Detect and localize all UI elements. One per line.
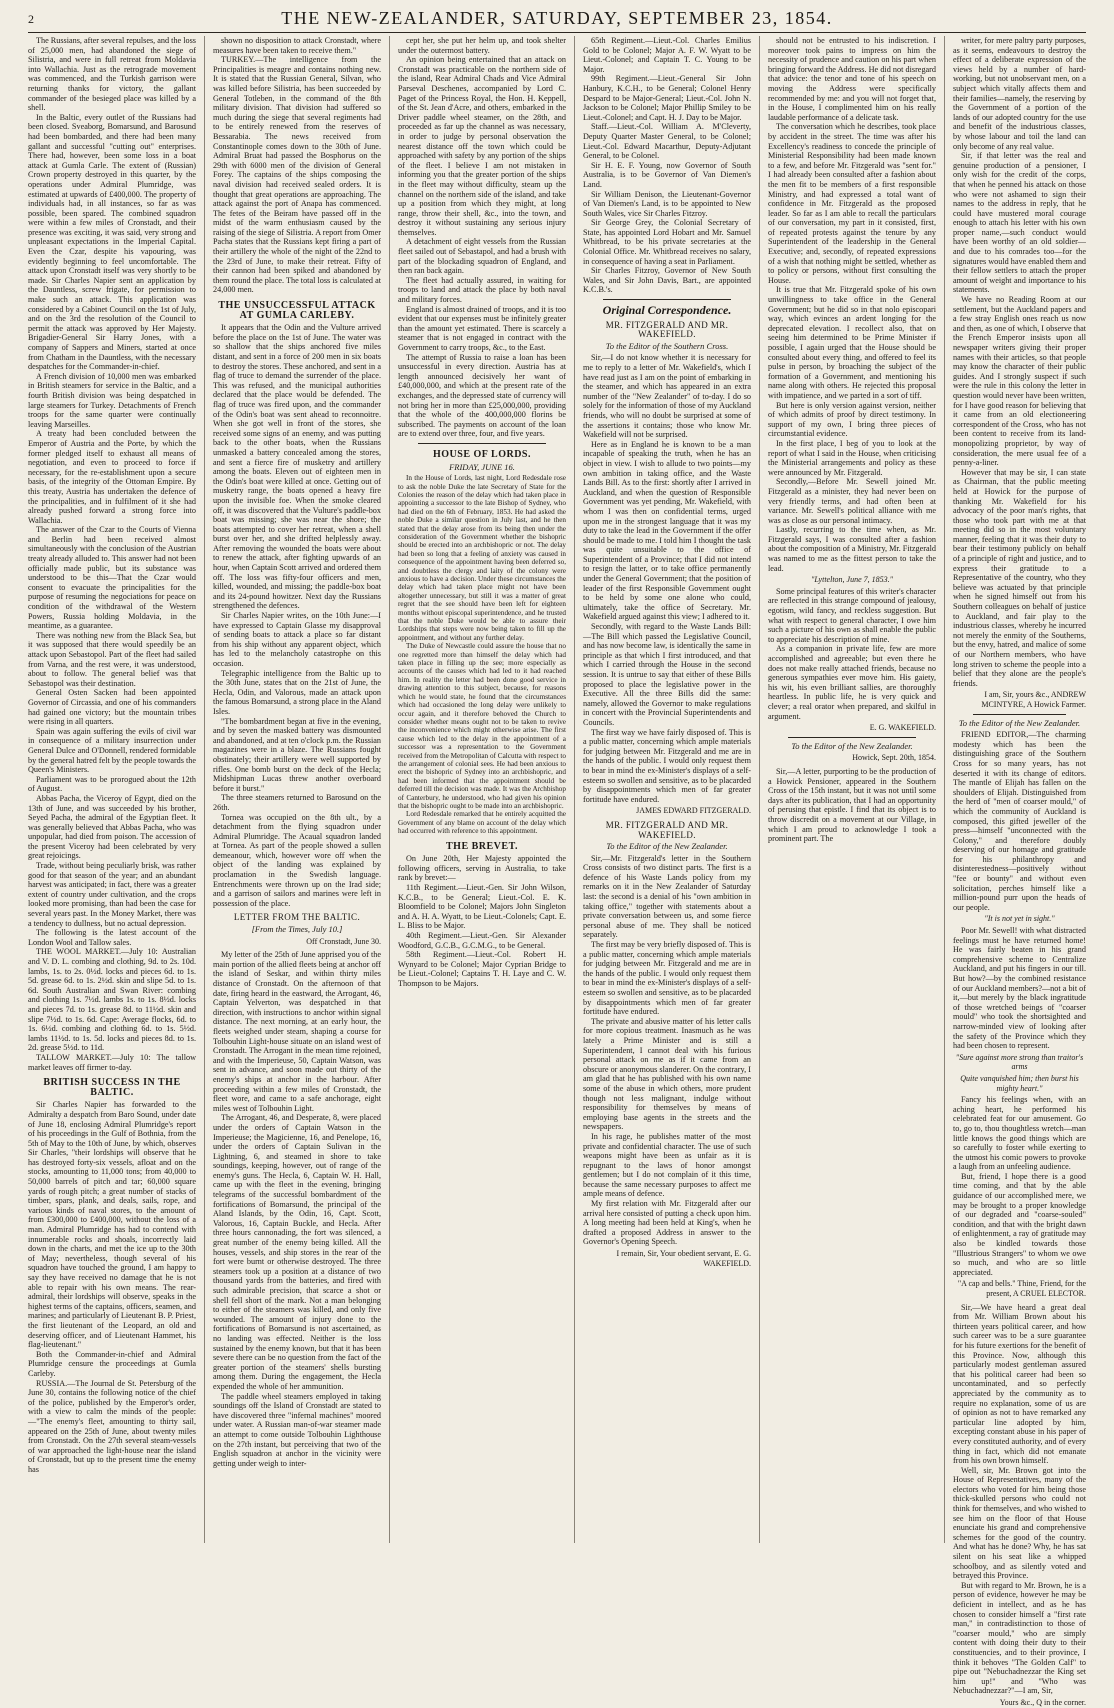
column-3 [398, 36, 566, 1543]
paragraph: As a companion in private life, few are more accomplished and agreeable; but even there he does not make really attached friends, because no generous sympathies ever move him. His gaiety, his wit, his even brilliant sallies, are thoroughly heartless. In public life, he is very quick and clever; a real orator when prepared, and skilful in argument. [768, 644, 936, 721]
paragraph: We have no Reading Room at our settlement, but the Auckland papers and a few stray English ones reach us now and then, as one of which, I observe that the French Emperor insists upon all newspaper writers giving their proper names with their articles, so that people may know the character of their public guides. And I strongly suspect if such were the rule in this colony the letter in question would never have been written, for I have good reason for believing that it came from an old electioneering correspondent of the Cross, who has not been content to receive from its land-monopolizing proprietor, by way of consideration, the mere usual fee of a penny-a-liner. [953, 295, 1086, 468]
letter-address: To the Editor of the New Zealander. [606, 841, 728, 852]
paragraph: Fancy his feelings when, with an aching heart, he performed his celebrated feat for our amusement. Go to, go to, thou thoughtless wretch—man little knows the good things which are so carefully to foster while exerting to the utmost his comic powers to provoke a laugh from an unfeeling audience. [953, 1095, 1086, 1172]
paragraph: Staff.—Lieut.-Col. William A. M'Cleverty, Deputy Quarter Master General, to be Colonel; Lieut.-Col. Edward Macarthur, Deputy-Adjutant General, to be Colonel. [583, 122, 751, 161]
paragraph: Trade, without being peculiarly brisk, was rather good for that season of the year; and an abundant harvest was anticipated; in fact, there was a greater extent of country under cultivation, and the crops looked more promising, than had been the case for several years past. In the Money Market, there was a tendency to dullness, but no actual depression. [28, 861, 196, 928]
paragraph: cept her, she put her helm up, and took shelter under the outermost battery. [398, 36, 566, 55]
paragraph: But, friend, I hope there is a good time coming, and that by the able guidance of our accomplished mere, we may be brought to a proper knowledge of our degraded and "coarse-souled" condition, and that with the bright dawn of enlightenment, a ray of gratitude may also be kindled towards those "Illustrious Strangers" to whom we owe so much, and who are so little appreciated. [953, 1171, 1086, 1277]
dateline: Howick, Sept. 20th, 1854. [852, 753, 936, 763]
column-5 [768, 36, 936, 1543]
paragraph: The Duke of Newcastle could assure the house that no one regretted more than himself the delay which had taken place in filling up the see; more especially as accounts of the causes which had led to it had reached him. In reality the letter had been done good service in drawing attention to this subject, because, for reasons which he would state, he found that the circumstances which had occasioned the long delay were unlikely to occur again, and it therefore behoved the Church to consider whether means ought not to be taken to revive the inconvenience which might otherwise arise. The first cause which led to the delay in the appointment of a successor was a representation to the Government received from the Metropolitan of Calcutta with respect to the arrangement of colonial sees. He had been anxious to erect the bishopric of Sydney into an archbishopric, and had been informed that the appointment should be deferred till the decision was made. It was the Archbishop of Canterbury, he understood, who had given his opinion that the bishopric ought to be made into an archbishopric. [398, 642, 566, 810]
section-heading: HOUSE OF LORDS. [433, 448, 531, 460]
paragraph: FRIEND EDITOR,—The charming modesty which has been the distinguishing grace of the Southern Cross for so many years, has not deserted it with its change of editors. The mantle of Elijah has fallen on the shoulders of Elijah. Distinguished from the herd of "men of coarser mould," of which the community of Auckland is composed, this gifted jeweller of the press—himself "unconnected with the Colony," and therefore doubly deserving of our homage and gratitude for his philanthropy and disinterestedness—positively without "fee or bounty" and without even solicitation, perches himself like a million-pound purr upon the heads of our people. [953, 730, 1086, 912]
paragraph: There was nothing new from the Black Sea, but it was supposed that there would speedily be an attack upon Sebastopol. Part of the fleet had sailed from Varna, and the rest were, it was understood, about to follow. The general belief was that Sebastopol was their destination. [28, 630, 196, 688]
section-heading: BRITISH SUCCESS IN THE BALTIC. [43, 1077, 181, 1098]
paragraph: England is almost drained of troops, and it is too evident that our expenses must be infinitely greater than the amount yet estimated. There is scarcely a steamer that is not engaged in contract with the Government to carry troops, &c., to the East. [398, 304, 566, 352]
paragraph: On June 20th, Her Majesty appointed the following officers, serving in Australia, to take rank by brevet:— [398, 854, 566, 883]
dateline: [From the Times, July 10.] [251, 924, 343, 935]
paragraph: A detachment of eight vessels from the Russian fleet sailed out of Sebastapol, and had a brush with part of the blockading squadron of England, and then ran back again. [398, 237, 566, 276]
paragraph: TURKEY.—The intelligence from the Principalities is meagre and contains nothing new. It is stated that the Russian General, Silvan, who was killed before Silistria, has been succeeded by General Totleben, in the command of the 8th military division. That division had suffered so much during the siege that several regiments had to be entirely renewed from the reserves of Bessarabia. The news received from Constantinople comes down to the 30th of June. Admiral Bruat had passed the Bosphorus on the 29th with 6000 men of the division of General Forey. The captains of the ships composing the naval division had received sealed orders. It is thought that great operations are approaching. The attack against the port of Anapa has commenced. The fetes of the Beiram have passed off in the midst of the warm enthusiasm caused by the raising of the siege of Silistria. A report from Omer Pacha states that the Russians kept firing a part of their artillery the whole of the night of the 22nd to the 23rd of June, to make their retreat. Fifty of their cannon had been spiked and abandoned by them round the place. The total loss is calculated at 24,000 men. [213, 55, 381, 295]
quoted-line: "Lyttelton, June 7, 1853." [810, 575, 894, 585]
quoted-line: "It is not yet in sight." [984, 914, 1055, 924]
paragraph: Abbas Pacha, the Viceroy of Egypt, died on the 13th of June, and was succeeded by his brother, Seyed Pacha, the admiral of the Egyptian fleet. It was generally believed that Abbas Pacha, who was unpopular, had died from poison. The accession of the present Viceroy had been celebrated by very great rejoicings. [28, 793, 196, 861]
section-divider [788, 737, 916, 738]
paragraph: Sir H. E. F. Young, now Governor of South Australia, is to be Governor of Van Diemen's Land. [583, 160, 751, 189]
paragraph: should not be entrusted to his indiscretion. I moreover took pains to impress on him the necessity of prudence and caution on his part when bringing forward the Address. He did not disregard that advice: the tenor and tone of his speech on moving the Address were specifically recommended by me: and you will not forget that, in the House, I complimented him on his really laudable performance of a delicate task. [768, 36, 936, 122]
column-4 [583, 36, 751, 1543]
paragraph: The conversation which he describes, took place by accident in the street. The time was after his Excellency's readiness to concede the principle of Ministerial Responsibility had been made known to a few, and before Mr. Fitzgerald was "sent for." I had already been consulted after a fashion about the men fit to be members of a first responsible Ministry, and had expressed a total want of confidence in Mr. Fitzgerald as the proposed leader. So far as I am able to recall the particulars of our conversation, my part in it consisted, first, of repeated protests against the tenure by any Superintendent of the leadership in the General Executive; and, secondly, of repeated expressions of a wish that nothing might be settled, whether as to policy or persons, without first consulting the House. [768, 122, 936, 285]
section-heading: THE BREVET. [446, 840, 518, 852]
letter-address: To the Editor of the New Zealander. [791, 740, 913, 751]
paragraph: The following is the latest account of the London Wool and Tallow sales. [28, 928, 196, 947]
paragraph: The first way we have fairly disposed of. This is a public matter, concerning which ample materials for judging between Mr. Fitzgerald and me are in the hands of the public. I would only request them to bear in mind the ex-Minister's displays of a self-esteem so swollen and sensitive, as to be placarded by disappointments which men of far greater fortitude have endured. [583, 727, 751, 804]
letter-address: To the Editor of the New Zealander. [958, 717, 1081, 728]
paragraph: Secondly,—Before Mr. Sewell joined Mr. Fitzgerald as a minister, they had never been on very friendly terms, and had often been at variance. Mr. Sewell's political alliance with me was as close as our personal intimacy. [768, 477, 936, 525]
paragraph: 99th Regiment.—Lieut.-General Sir John Hanbury, K.C.H., to be General; Colonel Henry Despard to be Major-General; Lieut.-Col. John N. Jackson to be Colonel; Major Phillip Smiley to be Lieut.-Colonel; and Capt. H. J. Day to be Major. [583, 74, 751, 122]
paragraph: Some principal features of this writer's character are reflected in this strange compound of jealousy, egotism, wild fancy, and reckless suggestion. But what with respect to general character, I owe him such a picture of his own as shall enable the public to appreciate his description of mine. [768, 586, 936, 644]
column-6 [953, 36, 1087, 1707]
column-rule [204, 36, 205, 1543]
paragraph: Sir George Grey, the Colonial Secretary of State, has appointed Lord Hobart and Mr. Samuel Whitbread, to be his private secretaries at the Colonial Office. Mr. Whitbread receives no salary, in consequence of having a seat in Parliament. [583, 218, 751, 266]
dateline: FRIDAY, JUNE 16. [449, 461, 515, 472]
paragraph: A French division of 10,000 men was embarked in British steamers for service in the Baltic, and a fourth British division was being despatched in large steamers for Turkey. Detachments of French troops for the same quarter were continually leaving Marseilles. [28, 371, 196, 429]
paragraph: Well, sir, Mr. Brown got into the House of Representatives, many of the electors who voted for him being those thick-skulled persons who could not think for themselves, and who wished to see him on the floor of that House enunciate his grand and comprehensive schemes for the good of the country. And what has he done? Why, he has sat silent on his seat like a whipped schoolboy, and as silently voted and betrayed this Province. [953, 1465, 1086, 1581]
paragraph: Sir,—We have heard a great deal from Mr. William Brown about his thirteen years political career, and how such career was to be a sure guarantee for his future exertions for the benefit of this Province. Now, although this particularly modest gentleman assured that his political career had been so uncontaminated, and so perfectly appreciated by the community as to require no explanation, some of us are of opinion as not to have remarked any particular line adopted by him, excepting constant abuse in his paper of every constituted authority, and of every thing in fact, which did not emanate from his own brown himself. [953, 1302, 1086, 1466]
paragraph: But with regard to Mr. Brown, he is a person of evidence, however he may be deficient in intellect, and as he has chosen to consider himself a "first rate man," in contradistinction to those of "coarser mould," who are simply content with doing their duty to their constituencies, and to their province, I think it behoves "The Golden Calf" to pipe out "Nebuchadnezzar the King set him up!" and "Who was Nebuchadnezzar?"—I am, Sir, [953, 1580, 1086, 1696]
paragraph: The Arrogant, 46, and Desperate, 8, were placed under the orders of Captain Watson in the Imperieuse; the Magicienne, 16, and Penelope, 16, under the orders of Captain Sulivan in the Lightning, 6, and steamed in shore to take soundings, keeping, however, out of range of the enemy's guns. The Hecla, 6, Captain W. H. Hall, came up with the fleet in the evening, bringing telegrams of the successful bombardment of the fortifications of Bomarsund, the principal of the Aland Islands, by the Odin, 16, Capt. Scott, Valorous, 16, Captain Buckle, and Hecla. After three hours cannonading, the fort was silenced, a great number of the enemy being killed. All the houses, vessels, and ship stores in the rear of the fort were burnt or otherwise destroyed. The three steamers took up a position at a distance of two thousand yards from the batteries, and fired with such admirable precision, that scarce a shot or shell fell short of the mark. Not a man belonging to either of the steamers was killed, and only five wounded. The amount of injury done to the fortifications of Bomarsund is not ascertained, as no landing was effected. Neither is the loss sustained by the enemy known, but that it has been severe there can be no question from the fact of the greater portion of the steamers' shells bursting among them. During the engagement, the Hecla expended the whole of her ammunition. [213, 1113, 381, 1391]
paragraph: The attempt of Russia to raise a loan has been unsuccessful in every direction. Austria has at length announced decisively her want of £40,000,000, and which at the present rate of the exchanges, and the depressed state of currency will not bring her in more than £25,000,000, providing that the whole of the 400,000,000 florins be subscribed. The payments on account of the loan are to extend over three, four, and five years. [398, 352, 566, 439]
paragraph: shown no disposition to attack Cronstadt, where measures have been taken to receive them." [213, 36, 381, 55]
section-divider [973, 714, 1066, 715]
paragraph: The paddle wheel steamers employed in taking soundings off the Island of Cronstadt are stated to have discovered three "infernal machines" moored under water. A Russian man-of-war steamer made an attempt to come outside Tolbouhin Lighthouse on the 27th instant, but perceiving that two of the English squadron at anchor in the vicinity were getting under weigh to inter- [213, 1391, 381, 1468]
paragraph: An opinion being entertained that an attack on Cronstadt was practicable on the northern side of the island, Rear Admiral Chads and Vice Admiral Parseval Deschenes, accompanied by Lord C. Paget of the Princess Royal, the Hon. H. Keppell, of the St. Jean d'Acre, and others, embarked in the Driver paddle wheel steamer, on the 28th, and proceeded as far up the channel as was necessary, in order to judge by personal observation the nearest distance off the town which could be approached with safety by any portion of the ships of the fleet. I believe I am not mistaken in informing you that the greater portion of the ships in the fleet may without difficulty, steam up the channel on the northern side of the island, and take up a position from which they might, at long range, throw their shell, &c., into the town, and destroy it without sustaining any serious injury themselves. [398, 55, 566, 237]
paragraph: 58th Regiment.—Lieut.-Col. Robert H. Wynyard to be Colonel; Major Cyprian Bridge to be Lieut.-Colonel; Captains T. H. Laye and C. W. Thompson to be Majors. [398, 950, 566, 988]
letter-address: To the Editor of the Southern Cross. [605, 340, 729, 351]
signature: "A cap and bells." Thine, Friend, for the present, A CRUEL ELECTOR. [957, 1279, 1086, 1298]
paragraph: THE WOOL MARKET.—July 10: Australian and V. D. L. combing and clothing, 9d. to 2s. 10d. lambs, 1s. to 2s. 0½d. locks and pieces 6d. to 1s. 5d. grease 6d. to 1s. 2½d. skin and slipe 5d. to 1s. 6d. South Australian and Swan River: combing and clothing 1s. 7½d. lambs 1s. to 1s. 8½d. locks and pieces 7d. to 1s. grease 8d. to 11½d. skin and slipe 7½d. to 1s. 6d. Cape: Average flocks, 6d. to 1s. 6½d. combing and clothing 6d. to 1s. 5½d. lambs 11½d. to 1s. 5d. locks and pieces 8d. to 1s. 2d. grease 5½d. to 11d. [28, 947, 196, 1053]
section-banner: Original Correspondence. [602, 303, 732, 318]
paragraph: Poor Mr. Sewell! with what distracted feelings must he have returned home! He was fairly beaten in his grand comprehensive scheme to Centralize Auckland, and put his fingers in our till. But how?—by the combined resistance of our Auckland members?—not a bit of it,—but merely by the black ingratitude of those wretched beings of "coarser mould" who took the shortsighted and narrow-minded view of looking after the safety of the Province which they had been chosen to represent. [953, 926, 1086, 1051]
paragraph: Lastly, recurring to the time when, as Mr. Fitzgerald says, I was consulted after a fashion about the composition of a Ministry, Mr. Fitzgerald was named to me as the fittest person to take the lead. [768, 525, 936, 573]
paragraph: It appears that the Odin and the Vulture arrived before the place on the 1st of June. The water was so shallow that the ships anchored five miles distant, and sent in a force of 200 men in six boats to destroy the stores. These anchored, and sent in a flag of truce to demand the surrender of the place. This was refused, and the municipal authorities declared that the place would be defended. The flag of truce was fired upon, and the commander of the Odin's boat was sent ahead to reconnoitre. When she got well in front of the stores, she received some signs of an enemy, and was putting back to the other boats, when the Russians unmasked a battery concealed among the stores, and sent a fierce fire of musketry and artillery among the boats. Eleven out of eighteen men in the Odin's boat were killed at once. Getting out of musketry range, the boats opened a heavy fire upon the invisible foe. When the smoke cleared off, it was discovered that the Vulture's paddle-box boat was missing; she was near the shore; the boats attempted to cover her retreat, when a shell burst over her, and she drifted helplessly away. After removing the wounded the boats were about to renew the attack, after fighting upwards of an hour, when Captain Scott arrived and ordered them off. The loss was fifty-four officers and men, killed, wounded, and missing; the paddle-box boat and its 24-pound howitzer. Next day the Russians strengthened the defences. [213, 323, 381, 611]
quoted-verse: "Sure against more strong than traitor's arms [955, 1052, 1084, 1072]
paragraph: RUSSIA.—The Journal de St. Petersburg of the June 30, contains the following notice of the chief of the police, published by the Emperor's order, with a view to calm the minds of the people:—"The enemy's fleet, amounting to thirty sail, appeared on the 25th of June, about twenty miles from Cronstadt. On the 27th several steam-vessels of war approached the light-house near the island of Cronstadt, but up to the present time the enemy has [28, 1378, 196, 1474]
paragraph: But here is only version against version, neither of which admits of proof by direct testimony. In support of my own, I bring three pieces of circumstantial evidence. [768, 400, 936, 439]
paragraph: Sir, if that letter was the real and genuine production of a pensioner, I only wish for the credit of the corps, that when he penned his attack on those who were not ashamed to sign their names to the address in reply, that he could have mustered moral courage enough to attach his letter with his own proper name,—such conduct would have been worthy of an old soldier—and due to his comrades too—for the signatures would have enabled them and their fellow settlers to attach the proper amount of weight and importance to his statements. [953, 151, 1087, 295]
paragraph: Tornea was occupied on the 8th ult., by a detachment from the flying squadron under Admiral Plumridge. The Acaual squadron landed at Tornea. As part of the people showed a sullen demeanour, which, however wore off when the object of the landing was explained by proclamation in the Swedish language. Entrenchments were thrown up on the Irad side; and a garrison of sailors and marines were left in possession of the place. [213, 812, 381, 908]
paragraph: Sir Charles Fitzroy, Governor of New South Wales, and Sir John Davis, Bart., are appointed K.C.B.'s. [583, 266, 751, 295]
newspaper-title: THE NEW-ZEALANDER, SATURDAY, SEPTEMBER 23, 1854. [281, 8, 833, 28]
paragraph: However that may be sir, I can state as Chairman, that the public meeting held at Howick for the purpose of thanking Mr. Wakefield for his advocacy of the poor man's rights, that those who took part with me at that meeting did so in the most voluntary manner, feeling that it was their duty to bear their testimony publicly on behalf of a principle of right and justice, and to express their gratitude to a Representative of the country, who they believe was actuated by that principle when he signed himself out from his Southern colleagues on behalf of justice to Auckland, and fair play to the industrious classes, whereby he incurred not merely the enmity of the Southerns, but the envy, hatred, and malice of some of our Northern members, who have long striven to scheme the people into a belief that they alone are the people's friends. [953, 467, 1086, 688]
signature: JAMES EDWARD FITZGERALD. [636, 806, 751, 816]
signature: I am, Sir, yours &c., ANDREW MCINTYRE, A Howick Farmer. [981, 690, 1086, 709]
paragraph: The three steamers returned to Barosund on the 26th. [213, 793, 381, 812]
column-2 [213, 36, 381, 1543]
masthead [28, 6, 1086, 33]
paragraph: The Russians, after several repulses, and the loss of 25,000 men, had abandoned the siege of Silistria, and were in full retreat from Moldavia into Wallachia. Just as the retrograde movement was commenced, and the Turkish garrison were returning thanks for victory, the gallant commander of the besieged place was killed by a shell. [28, 36, 196, 113]
section-divider [418, 443, 546, 444]
paragraph: In the first place, I beg of you to look at the report of what I said in the House, when criticising the Ministerial arrangements and policy as these were announced by Mr. Fitzgerald. [768, 438, 936, 477]
column-rule [389, 36, 390, 1543]
paragraph: 11th Regiment.—Lieut.-Gen. Sir John Wilson, K.C.B., to be General; Lieut.-Col. E. K. Bloomfield to be Colonel; Majors John Singleton and A. H. A. Wyatt, to be Lieut.-Colonels; Capt. E. L. Bliss to be Major. [398, 882, 566, 931]
column-rule [759, 36, 760, 1543]
paragraph: Spain was again suffering the evils of civil war in consequence of a military insurrection under General Dulce and O'Donnell, rendered formidable by the general hatred felt by the people towards the Queen's Ministers. [28, 726, 197, 775]
page-columns [28, 36, 1087, 1707]
subsection-heading: MR. FITZGERALD AND MR. WAKEFIELD. [605, 319, 729, 340]
paragraph: Sir,—Mr. Fitzgerald's letter in the Southern Cross consists of two distinct parts. The first is a defence of his Waste Lands policy from my remarks on it in the New Zealander of Saturday last: the second is a denial of his "own ambition in taking office," together with statements about a private conversation between us, and some fierce personal abuse of me. They shall be noticed separately. [583, 853, 751, 940]
paragraph: A treaty had been concluded between the Emperor of Austria and the Porte, by which the former pledged itself to exhaust all means of negotiation, and even to proceed to force if necessary, for the re-establishment upon a secure basis, of the integrity of the Ottoman Empire. By this treaty, Austria has undertaken the defence of the principalities, and in fulfilment of it she had already pushed forward a strong force into Wallachia. [28, 429, 196, 525]
paragraph: TALLOW MARKET.—July 10: The tallow market leaves off firmer to-day. [28, 1052, 196, 1072]
paragraph: Secondly, with regard to the Waste Lands Bill:—The Bill which passed the Legislative Council, and has now become law, is identically the same in principle as that which I first introduced, and that which I carried through the House in the second session. It is untrue to say that either of these Bills proposed to place the legislative power in the Executive. All the three Bills did the same: namely, allowed the Governor to make regulations in concert with the Provincial Superintendents and Councils. [583, 622, 751, 727]
paragraph: Lord Redesdale remarked that he entirely acquitted the Government of any blame on account of the delay which had occurred with reference to this appointment. [398, 810, 566, 836]
paragraph: The answer of the Czar to the Courts of Vienna and Berlin had been received almost simultaneously with the conclusion of the Austrian treaty already alluded to. This answer had not been officially made public, but its substance was understood to be this—That the Czar would consent to evacuate the principalities for the purpose of resuming the negociations for peace on condition of the withdrawal of the Western Powers, Russia holding Moldavia, in the meantime, as a guarantee. [28, 525, 196, 631]
column-rule [944, 36, 945, 1543]
paragraph: writer, for mere paltry party purposes, as it seems, endeavours to destroy the effect of a deliberate expression of the views held by a number of hard-working, but not unobservant men, on a subject which vitally affects them and their families—namely, the reserving by the Government of a portion of the lands of our adopted country for the use and benefit of the industrious classes, by whose labour and toil the land can only become of any real value. [953, 36, 1086, 151]
paragraph: In the Baltic, every outlet of the Russians had been closed. Sveaborg, Bomarsund, and Barosund had been bombarded, and there had been many gallant and successful "cutting out" enterprises. There had, however, been some loss in a boat attack at Gumla Carle. The extent of (Russian) Crown property destroyed in this quarter, by the operations under Admiral Plumridge, was estimated at upwards of £400,000. The property of individuals had, in all instances, so far as was possible, been spared. The combined squadron were within a few miles of Cronstadt, and their presence was exciting, it was said, very strong and unpleasant expectations in the Imperial Capital. Even the Czar, despite his vapouring, was evidently beginning to feel uncomfortable. The attack upon Cronstadt itself was very shortly to be made. Sir Charles Napier sent an application by the Dauntless, screw frigate, for permission to make such an attack. This application was considered by a Cabinet Council on the 1st of July, and on the 3rd the resolution of the Council to permit the attack was approved by Her Majesty. Brigadier-General Sir Harry Jones, with a company of Sappers and Miners, started at once from Chatham in the Dauntless, with the necessary despatches for the Commander-in-chief. [28, 112, 196, 372]
paragraph: General Osten Sacken had been appointed Governor of Circassia, and one of his commanders had gained one victory; but the mountain tribes were rising in all quarters. [28, 688, 196, 727]
paragraph: Sir,—A letter, purporting to be the production of a Howick Pensioner, appeared in the Southern Cross of the 15th instant, but it was not until some days after its publication, that I had an opportunity of perusing that epistle. I find that its object is to throw discredit on a movement at our Village, in which I am proud to acknowledge I took a prominent part. The [768, 766, 936, 844]
column-1 [28, 36, 196, 1543]
paragraph: Parliament was to be prorogued about the 12th of August. [28, 774, 196, 794]
paragraph: Both the Commander-in-chief and Admiral Plumridge censure the proceedings at Gumla Carleby. [28, 1349, 196, 1378]
signature: E. G. WAKEFIELD. [869, 723, 936, 733]
paragraph: In his rage, he publishes matter of the most private and confidential character. The use of such weapons might have been as unfair as it is repugnant to the laws of honor amongst gentlemen; but I do not complain of it this time, because the same necessary purposes to affect me ample means of defence. [583, 1131, 751, 1199]
section-divider [603, 299, 731, 300]
subsection-heading: LETTER FROM THE BALTIC. [233, 912, 361, 923]
paragraph: The first may be very briefly disposed of. This is a public matter, concerning which ample materials for judging between Mr. Fitzgerald and me are in the hands of the public. I would only request them to bear in mind the ex-Minister's displays of a self-esteem so swollen and sensitive, as to be placarded by disappointments which men of far greater fortitude have endured. [583, 940, 751, 1017]
paragraph: The fleet had actually assured, in waiting for troops to land and attack the place by both naval and military forces. [398, 275, 566, 305]
paragraph: In the House of Lords, last night, Lord Redesdale rose to ask the noble Duke the late Secretary of State for the Colonies the reason of the delay which had taken place in appointing a successor to the late Bishop of Sydney, who had died on the 6th of February, 1853. He had asked the noble Duke a similar question in July last, and he then stated that the delay arose from its being then under the consideration of the Government whether the bishopric should be erected into an archbishopric or not. The delay had been so long that a feeling of anxiety was caused in consequence of the appointment having been deferred so, and doubtless the clergy and laity of the colony were anxious to have a decision. Under these circumstances the delay which had taken place might not have been altogether unnecessary, but still it was a matter of great regret that the see should have been left for eighteen months without episcopal superintendence, and he trusted that the noble Duke would be able to assure their Lordships that steps were now being taken to fill up the appointment, and without any further delay. [398, 474, 566, 642]
paragraph: Sir Charles Napier writes, on the 10th June:—I have expressed to Captain Glasse my disapproval of sending boats to attack a place so far distant from his ship without any apparent object, which has led to the melancholy catastrophe on this occasion. [213, 611, 381, 668]
paragraph: Telegraphic intelligence from the Baltic up to the 30th June, states that on the 21st of June, the Hecla, Odin, and Valorous, made an attack upon the famous Bomarsund, a strong place in the Aland Isles. [213, 668, 381, 716]
section-heading: THE UNSUCCESSFUL ATTACK AT GUMLA CARLEBY. [218, 300, 376, 321]
paragraph: 65th Regiment.—Lieut.-Col. Charles Emilius Gold to be Colonel; Major A. F. W. Wyatt to be Lieut.-Colonel; and Captain T. C. Young to be Major. [583, 36, 751, 74]
dateline: Off Cronstadt, June 30. [306, 936, 381, 946]
paragraph: "The bombardment began at five in the evening, and by seven the masked battery was dismounted and abandoned, and at ten o'clock p.m. the Russian magazines were in a blaze. The Russians fought obstinately; their artillery were well supported by rifles. One bomb burst on the deck of the Hecla; Midshipman Lucas threw another overboard before it burst." [213, 716, 381, 793]
signature: I remain, Sir, Your obedient servant, E. G. WAKEFIELD. [616, 1249, 751, 1268]
paragraph: It is true that Mr. Fitzgerald spoke of his own unwillingness to take office in the General Government; but he did so in that nolo episcopari way, which evinces an ardent longing for the deprecated elevation. I recollect also, that on seeing him determined to be Prime Minister if possible, I again urged that the House should be consulted about every thing, and offered to feel its pulse in person, by broaching the subject of the formation of a Government, and mentioning his name along with others. He rejected this proposal with impatience, and we parted in a sort of tiff. [768, 285, 936, 400]
page-number: 2 [28, 12, 34, 26]
paragraph: My letter of the 25th of June apprised you of the main portion of the allied fleets being at anchor off the island of Seskar, and within thirty miles distance of Cronstadt. On the afternoon of that date, firing heard in the eastward, the Arrogant, 46, Captain Yelverton, was despatched in that direction, with instructions to anchor within signal distance. The next morning, at an early hour, the fleets weighed under steam, shaping a course for Tolbouhin Light-house situate on an island west of Cronstadt. The Arrogant in the mean time rejoined, and with the Imperieuse, 50, Captain Watson, was sent in advance, and soon made out thirty of the enemy's ships at anchor in the harbour. After proceeding within a few miles of Cronstadt, the fleet wore, and came to a safe anchorage, eight miles west of Tolbouhin Light. [213, 950, 381, 1113]
paragraph: Sir William Denison, the Lieutenant-Governor of Van Diemen's Land, is to be appointed to New South Wales, vice Sir Charles Fitzroy. [583, 189, 751, 218]
signature: Yours &c., Q in the corner. [999, 1697, 1086, 1707]
column-rule [574, 36, 575, 1543]
paragraph: Here as in England he is known to be a man incapable of speaking the truth, when he has an object in view. I wish to allude to two points—my own ambition in taking office, and the Waste Lands Bill. As to the first: shortly after I arrived in Auckland, and when the question of Responsible Government was yet pending, Mr. Wakefield, with whom I was then on confidential terms, urged upon me in the strongest language that it was my duty to take the lead in the Government if the offer should be made to me. I told him I thought the task was quite unsuitable to the office of Superintendent of a Province; that I did not intend to resign the latter, or to take office permanently under the General Government; that the position of leader of the first Responsible Government ought to be held by some one alone who could, ultimately, take the office of Secretary. Mr. Wakefield argued against this view; I adhered to it. [583, 439, 751, 622]
subsection-heading: MR. FITZGERALD AND MR. WAKEFIELD. [605, 819, 729, 840]
paragraph: The private and abusive matter of his letter calls for more copious treatment. Inasmuch as he was lately a Prime Minister and is still a Superintendent, I cannot deal with his furious personal attack on me as if it came from an obscure or anonymous slanderer. On the contrary, I am glad that he has published with his own name some of the abuse in which others, more prudent though not less malignant, indulge without responsibility for themselves by means of employing base agents in the streets and the newspapers. [583, 1016, 751, 1132]
paragraph: My first relation with Mr. Fitzgerald after our arrival here consisted of putting a check upon him. A long meeting had been held at King's, when he drafted a proposed Address in answer to the Governor's Opening Speech. [583, 1199, 751, 1247]
paragraph: 40th Regiment.—Lieut.-Gen. Sir Alexander Woodford, G.C.B., G.C.M.G., to be General. [398, 930, 566, 950]
paragraph: Sir,—I do not know whether it is necessary for me to reply to a letter of Mr. Wakefield's, which I have read just as I am on the point of embarking in the steamer, and which has appeared in an extra number of the "New Zealander" of to-day. I do so solely for the information of those of my Auckland friends, who will no doubt be surprised at some of the assertions it contains; those who know Mr. Wakefield will not be surprised. [583, 353, 751, 440]
quoted-verse: Quite vanquished him; then burst his mighty heart." [960, 1073, 1079, 1093]
paragraph: Sir Charles Napier has forwarded to the Admiralty a despatch from Baro Sound, under date of June 18, enclosing Admiral Plumridge's report of his proceedings in the Gulf of Bothnia, from the 5th of May to the 10th of June, by which, observes Sir Charles, "their lordships will observe that he has destroyed forty-six vessels, afloat and on the stocks, amounting to 11,000 tons; from 40,000 to 50,000 barrels of pitch and tar; 60,000 square yards of rough pitch; a great number of stacks of timber, spars, plank, and deals, sails, rope, and various kinds of naval stores, to the amount of from £300,000 to £400,000, without the loss of a man. Admiral Plumridge has had to contend with innumerable rocks and shoals, incorrectly laid down in the charts, and met the ice up to the 30th of May; nevertheless, though several of his squadron have touched the ground, I am happy to say they have received no damage that he is not able to repair with his own means. The rear-admiral, their lordships will observe, speaks in the highest terms of the captains, officers, seamen, and marines; and particularly of Lieutenant B. P. Priest, the first lieutenant of the Leopard, an old and deserving officer, and of Lieutenant Hammet, his flag-lieutenant." [28, 1100, 196, 1350]
